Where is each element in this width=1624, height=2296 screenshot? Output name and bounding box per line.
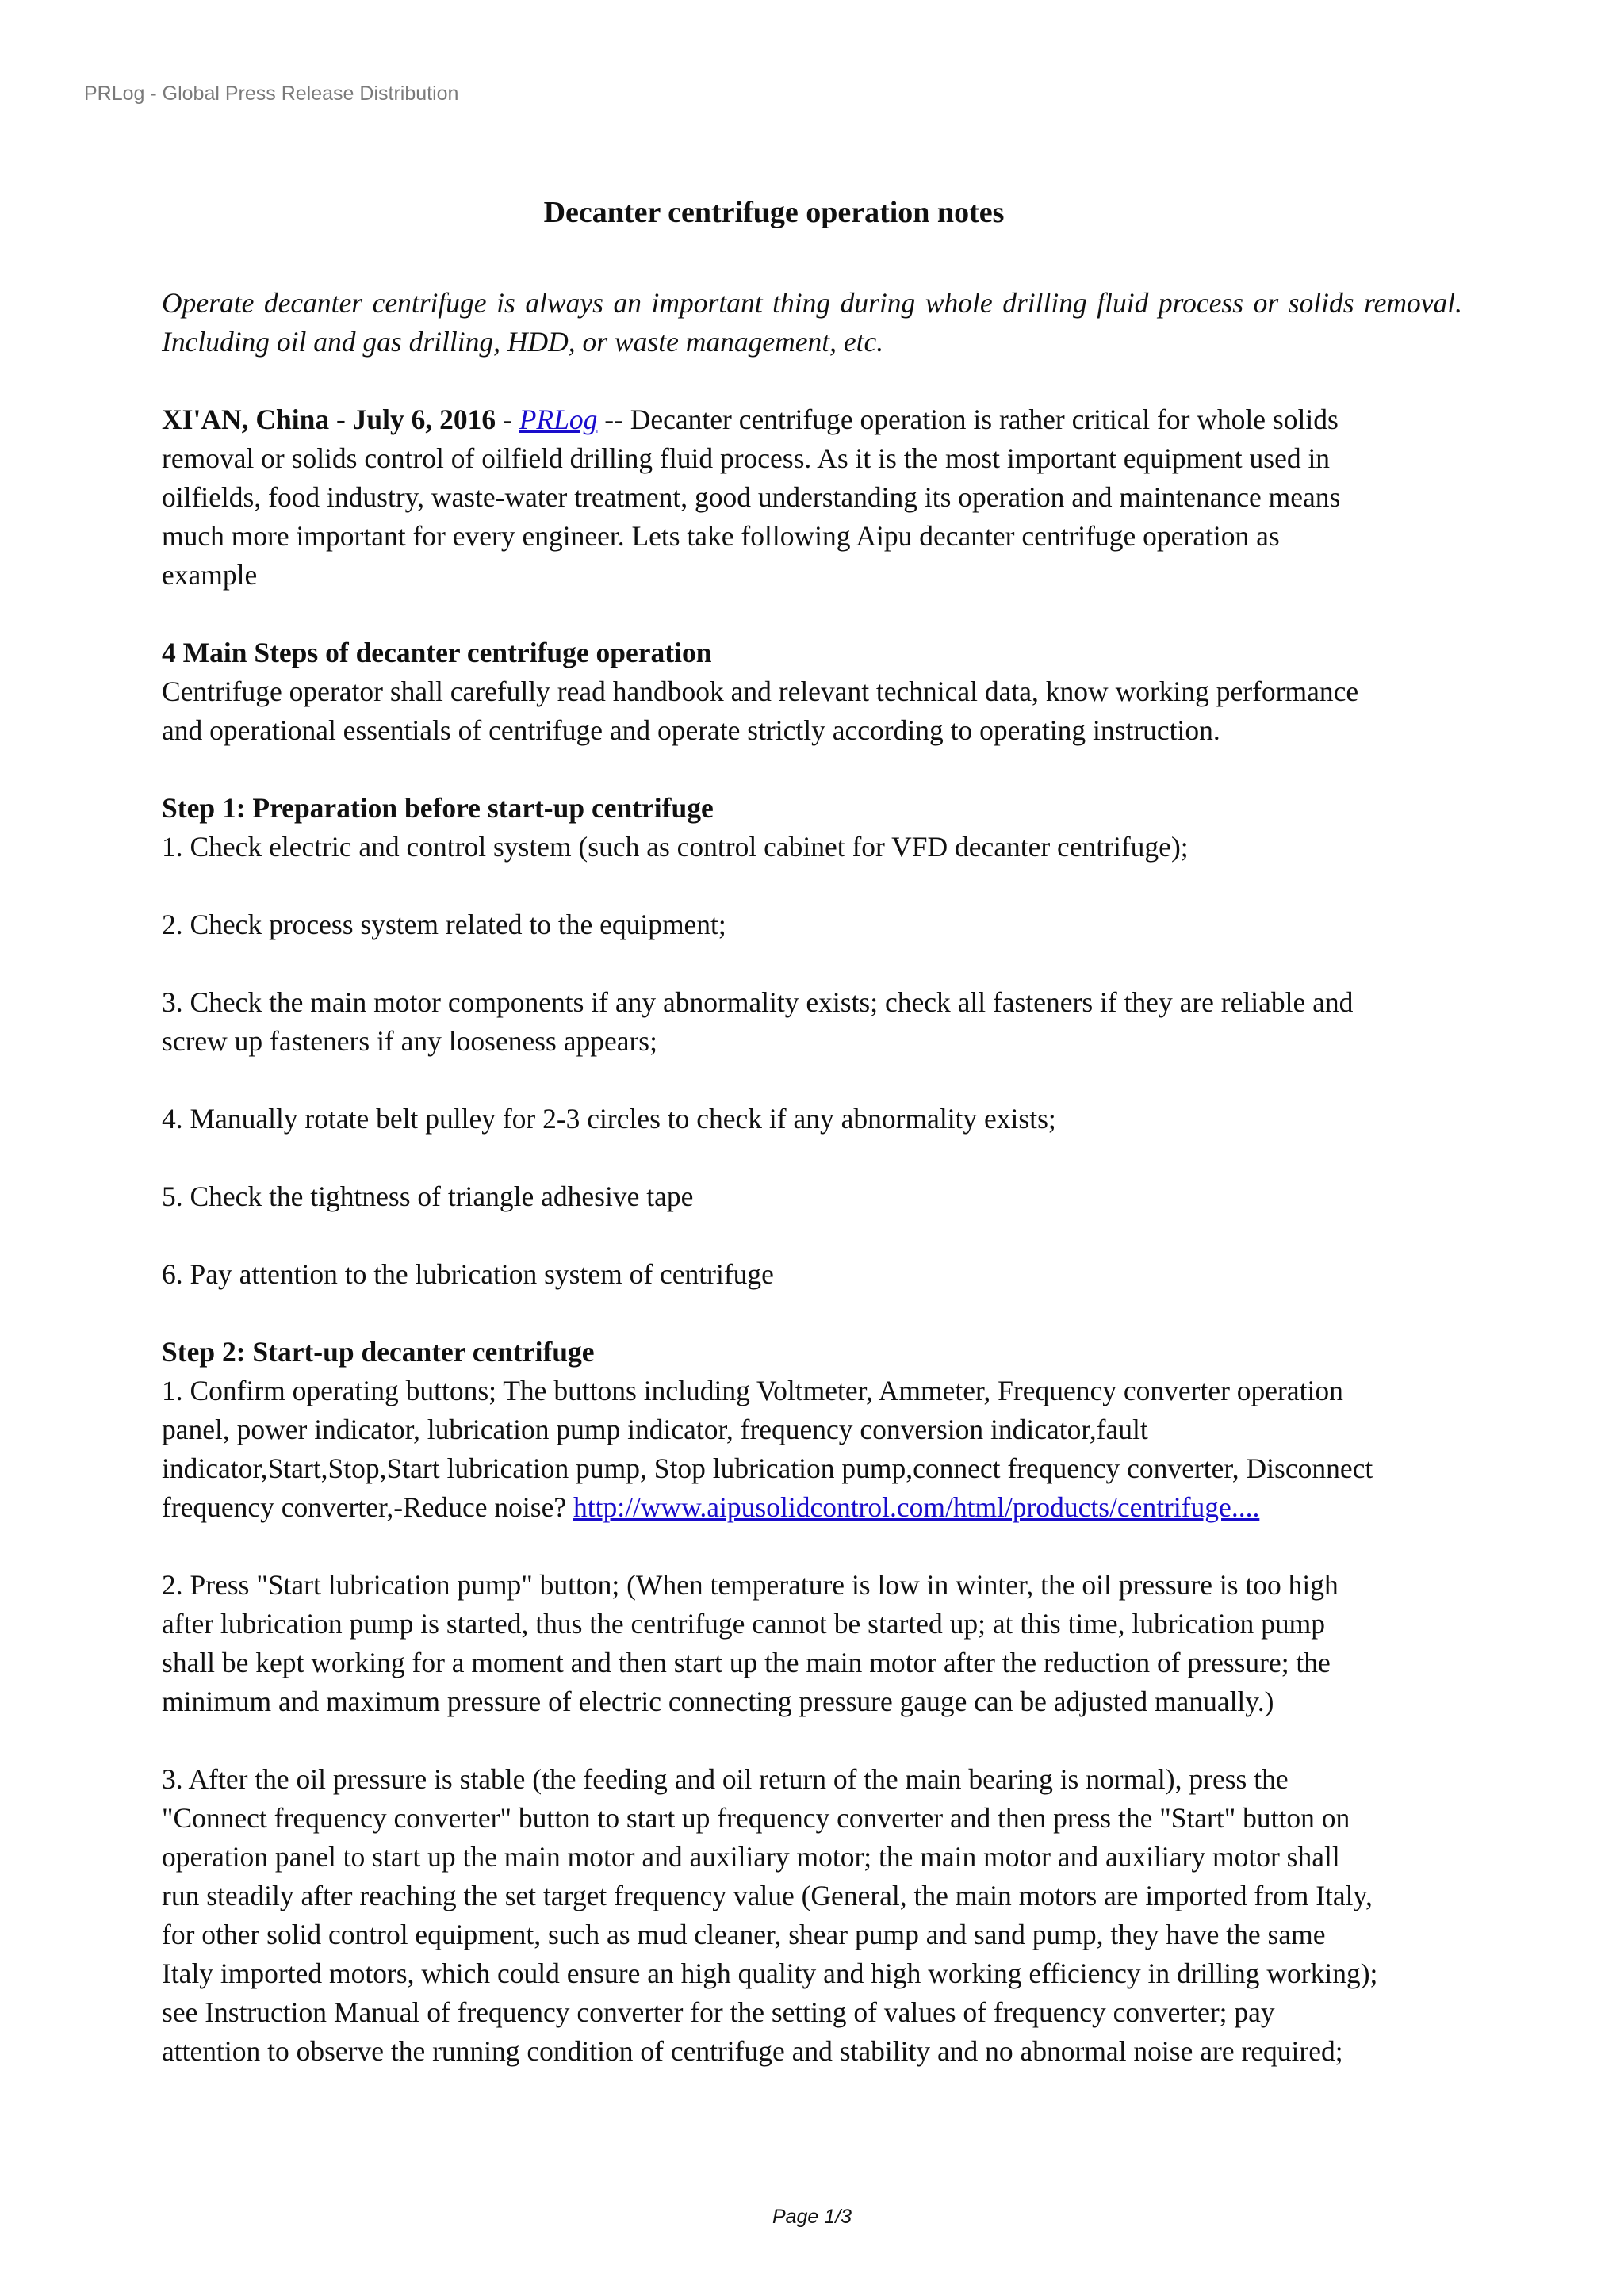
list-item: 5. Check the tightness of triangle adhesive tape xyxy=(162,1181,694,1212)
list-item: shall be kept working for a moment and then start up the main motor after the reduction of pressure; the xyxy=(162,1647,1331,1678)
list-item: for other solid control equipment, such as mud cleaner, shear pump and sand pump, they have the same xyxy=(162,1919,1326,1950)
list-item: 2. Check process system related to the equipment; xyxy=(162,909,726,940)
main-steps-section xyxy=(162,633,1462,750)
dateline-text: oilfields, food industry, waste-water treatment, good understanding its operation and maintenance means xyxy=(162,481,1341,513)
step2-item xyxy=(162,1760,1462,2071)
section-heading: 4 Main Steps of decanter centrifuge operation xyxy=(162,637,712,668)
list-item: 2. Press "Start lubrication pump" button; (When temperature is low in winter, the oil pressure is too high xyxy=(162,1569,1339,1601)
prlog-link[interactable]: PRLog xyxy=(519,404,598,435)
document-title: Decanter centrifuge operation notes xyxy=(543,196,1005,229)
step2-item xyxy=(162,1566,1462,1721)
step2-item xyxy=(162,1333,1462,1527)
section-text: and operational essentials of centrifuge and operate strictly according to operating instruction. xyxy=(162,714,1220,746)
list-item: 3. After the oil pressure is stable (the feeding and oil return of the main bearing is normal), press the xyxy=(162,1763,1289,1795)
step1-item xyxy=(162,1100,1462,1138)
step1-item xyxy=(162,1255,1462,1294)
list-item: screw up fasteners if any looseness appears; xyxy=(162,1025,657,1057)
list-item: 6. Pay attention to the lubrication system of centrifuge xyxy=(162,1258,774,1290)
list-item: attention to observe the running condition of centrifuge and stability and no abnormal noise are required; xyxy=(162,2035,1343,2067)
list-item: "Connect frequency converter" button to start up frequency converter and then press the "Start" button on xyxy=(162,1802,1350,1834)
dateline-text: -- Decanter centrifuge operation is rather critical for whole solids xyxy=(597,404,1339,435)
list-item: run steadily after reaching the set target frequency value (General, the main motors are imported from Italy, xyxy=(162,1880,1373,1911)
list-item: minimum and maximum pressure of electric connecting pressure gauge can be adjusted manually.) xyxy=(162,1686,1274,1717)
list-item-with-link xyxy=(162,1488,1462,1527)
aipu-products-link[interactable]: http://www.aipusolidcontrol.com/html/products/centrifuge.... xyxy=(573,1491,1260,1523)
dateline-text: removal or solids control of oilfield drilling fluid process. As it is the most important equipment used in xyxy=(162,442,1331,474)
summary-paragraph: Operate decanter centrifuge is always an important thing during whole drilling fluid process or solids removal. Including oil and gas drilling, HDD, or waste management, etc. xyxy=(162,287,1462,358)
step1-item xyxy=(162,789,1462,867)
list-item: frequency converter,-Reduce noise? xyxy=(162,1491,573,1523)
dateline-text: much more important for every engineer. Lets take following Aipu decanter centrifuge operation as xyxy=(162,520,1280,552)
list-item: panel, power indicator, lubrication pump indicator, frequency conversion indicator,fault xyxy=(162,1414,1148,1445)
step2-heading: Step 2: Start-up decanter centrifuge xyxy=(162,1336,595,1368)
list-item: after lubrication pump is started, thus the centrifuge cannot be started up; at this time, lubrication pump xyxy=(162,1608,1325,1640)
list-item: operation panel to start up the main motor and auxiliary motor; the main motor and auxiliary motor shall xyxy=(162,1841,1340,1873)
dateline-separator: - xyxy=(496,404,519,435)
article-body xyxy=(162,284,1462,2110)
list-item: 1. Check electric and control system (such as control cabinet for VFD decanter centrifuge); xyxy=(162,831,1189,863)
dateline-paragraph xyxy=(162,400,1462,595)
list-item: indicator,Start,Stop,Start lubrication pump, Stop lubrication pump,connect frequency converter, Disconnect xyxy=(162,1452,1373,1484)
dateline-location-date: XI'AN, China - July 6, 2016 xyxy=(162,404,496,435)
step1-item xyxy=(162,983,1462,1061)
list-item: Italy imported motors, which could ensure an high quality and high working efficiency in drilling working); xyxy=(162,1957,1378,1989)
step1-item xyxy=(162,905,1462,944)
step1-heading: Step 1: Preparation before start-up centrifuge xyxy=(162,792,714,824)
list-item: 3. Check the main motor components if any abnormality exists; check all fasteners if they are reliable and xyxy=(162,986,1354,1018)
press-release-source-header: PRLog - Global Press Release Distribution xyxy=(84,82,459,105)
step1-item xyxy=(162,1177,1462,1216)
dateline-line xyxy=(162,400,1462,439)
list-item: 4. Manually rotate belt pulley for 2-3 circles to check if any abnormality exists; xyxy=(162,1103,1056,1135)
list-item: 1. Confirm operating buttons; The buttons including Voltmeter, Ammeter, Frequency converter operation xyxy=(162,1375,1343,1406)
page-number-footer: Page 1/3 xyxy=(772,2206,852,2228)
dateline-text: example xyxy=(162,559,258,591)
list-item: see Instruction Manual of frequency converter for the setting of values of frequency converter; pay xyxy=(162,1996,1275,2028)
section-text: Centrifuge operator shall carefully read handbook and relevant technical data, know working performance xyxy=(162,675,1359,707)
